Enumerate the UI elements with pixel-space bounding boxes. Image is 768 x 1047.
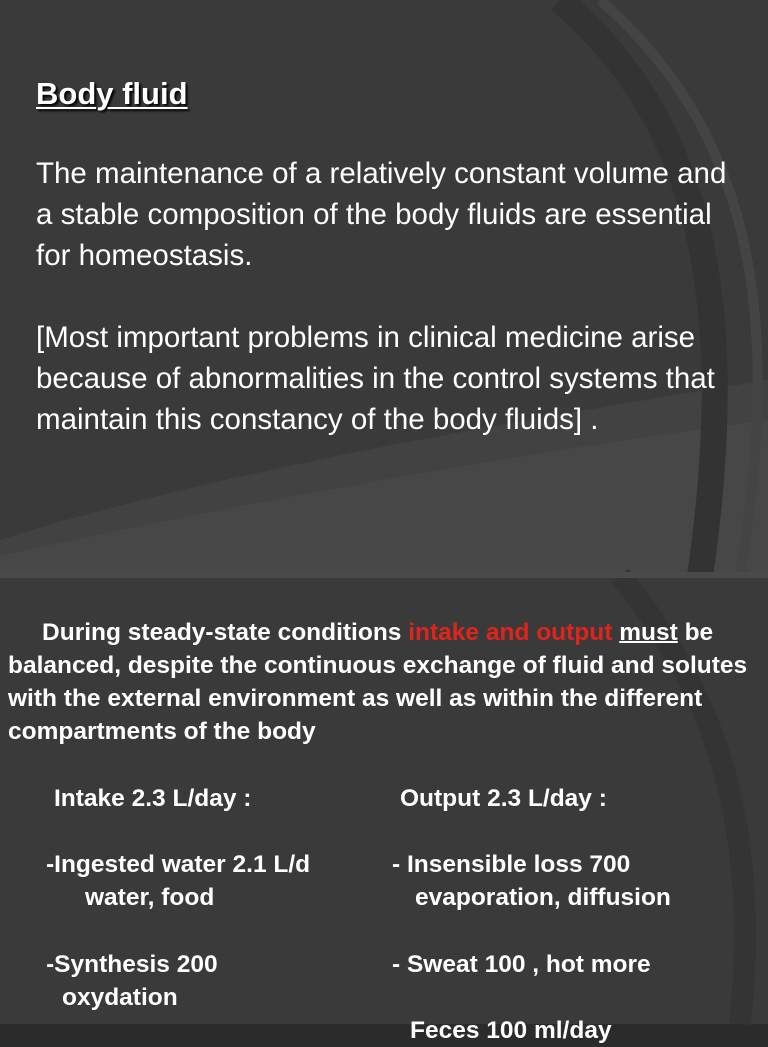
intake-output-highlight: intake and output bbox=[408, 619, 613, 646]
slide-divider bbox=[0, 572, 768, 578]
steady-state-paragraph bbox=[8, 616, 764, 748]
intake-item-ingested-sub: water, food bbox=[85, 884, 215, 911]
output-item-insensible-sub: evaporation, diffusion bbox=[415, 884, 671, 911]
intake-item-synthesis: -Synthesis 200 bbox=[46, 951, 218, 978]
output-item-insensible: - Insensible loss 700 bbox=[392, 851, 631, 878]
slide-2 bbox=[0, 576, 768, 1044]
intake-item-ingested: -Ingested water 2.1 L/d bbox=[46, 851, 311, 878]
intake-heading: Intake 2.3 L/day : bbox=[54, 785, 252, 812]
steady-rest: be balanced, despite the continuous exchange of fluid and solutes with the external environment as well as within the different compartments of the body bbox=[8, 619, 748, 745]
steady-lead: During steady-state conditions bbox=[42, 619, 409, 646]
output-item-sweat: - Sweat 100 , hot more bbox=[392, 951, 651, 978]
slide-title: Body fluid bbox=[36, 76, 188, 111]
must-underlined: must bbox=[619, 619, 678, 646]
intake-item-synthesis-sub: oxydation bbox=[62, 984, 178, 1011]
output-item-feces-partial: Feces 100 ml/day bbox=[410, 1017, 612, 1044]
clinical-note-paragraph: [Most important problems in clinical medicine arise because of abnormalities in the control systems that maintain this constancy of the body fluids] . bbox=[36, 321, 715, 436]
output-heading: Output 2.3 L/day : bbox=[400, 785, 607, 812]
intro-paragraph: The maintenance of a relatively constant volume and a stable composition of the body fluids are essential for homeostasis. bbox=[36, 157, 727, 272]
